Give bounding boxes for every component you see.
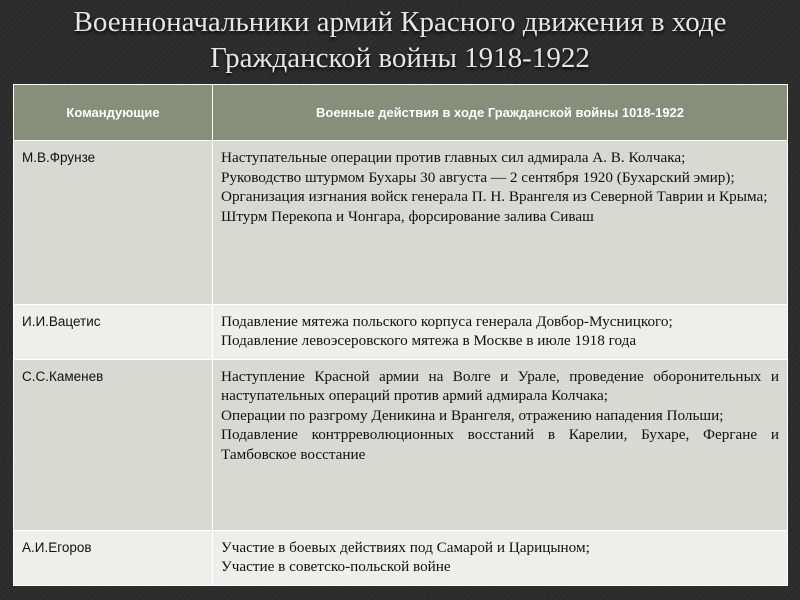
table-row — [14, 359, 788, 530]
slide-title — [0, 4, 800, 76]
action-item: Операции по разгрому Деникина и Врангеля, отражению нападения Польши; — [221, 406, 724, 424]
commander-name: А.И.Егоров — [14, 530, 213, 585]
table-row — [14, 304, 788, 359]
action-item: Организация изгнания войск генерала П. Н. Врангеля из Северной Таврии и Крыма; — [221, 188, 768, 205]
action-item: Подавление контрреволюционных восстаний в Карелии, Бухаре, Фергане и Тамбовское восстание — [221, 426, 779, 463]
action-item: Руководство штурмом Бухары 30 августа — 2 сентября 1920 (Бухарский эмир); — [221, 168, 735, 186]
header-commanders: Командующие — [14, 85, 213, 141]
actions-cell — [213, 530, 788, 585]
title-line-1: Военноначальники армий Красного движения в ходе — [73, 6, 727, 38]
action-item: Участие в советско-польской войне — [221, 558, 451, 576]
commander-name: М.В.Фрунзе — [14, 141, 213, 305]
action-item: Штурм Перекопа и Чонгара, форсирование залива Сиваш — [221, 207, 594, 225]
table-header-row — [14, 85, 788, 141]
table-row — [14, 141, 788, 305]
commanders-table-container — [13, 84, 788, 586]
action-item: Наступление Красной армии на Волге и Урале, проведение оборонительных и наступательных операций против армий адмирала Колчака; — [221, 367, 779, 405]
actions-cell — [213, 304, 788, 359]
actions-cell — [213, 359, 788, 530]
action-item: Подавление левоэсеровского мятежа в Москве в июле 1918 года — [221, 332, 637, 350]
commanders-table — [13, 84, 788, 586]
header-actions: Военные действия в ходе Гражданской войны 1018-1922 — [213, 85, 788, 141]
action-item: Наступательные операции против главных сил адмирала А. В. Колчака; — [221, 149, 686, 166]
action-item: Участие в боевых действиях под Самарой и Царицыном; — [221, 538, 590, 556]
commander-name: И.И.Вацетис — [14, 304, 213, 359]
action-item: Подавление мятежа польского корпуса генерала Довбор-Мусницкого; — [221, 312, 673, 330]
commander-name: С.С.Каменев — [14, 359, 213, 530]
table-row — [14, 530, 788, 585]
title-line-2: Гражданской войны 1918-1922 — [210, 42, 590, 74]
actions-cell — [213, 141, 788, 305]
